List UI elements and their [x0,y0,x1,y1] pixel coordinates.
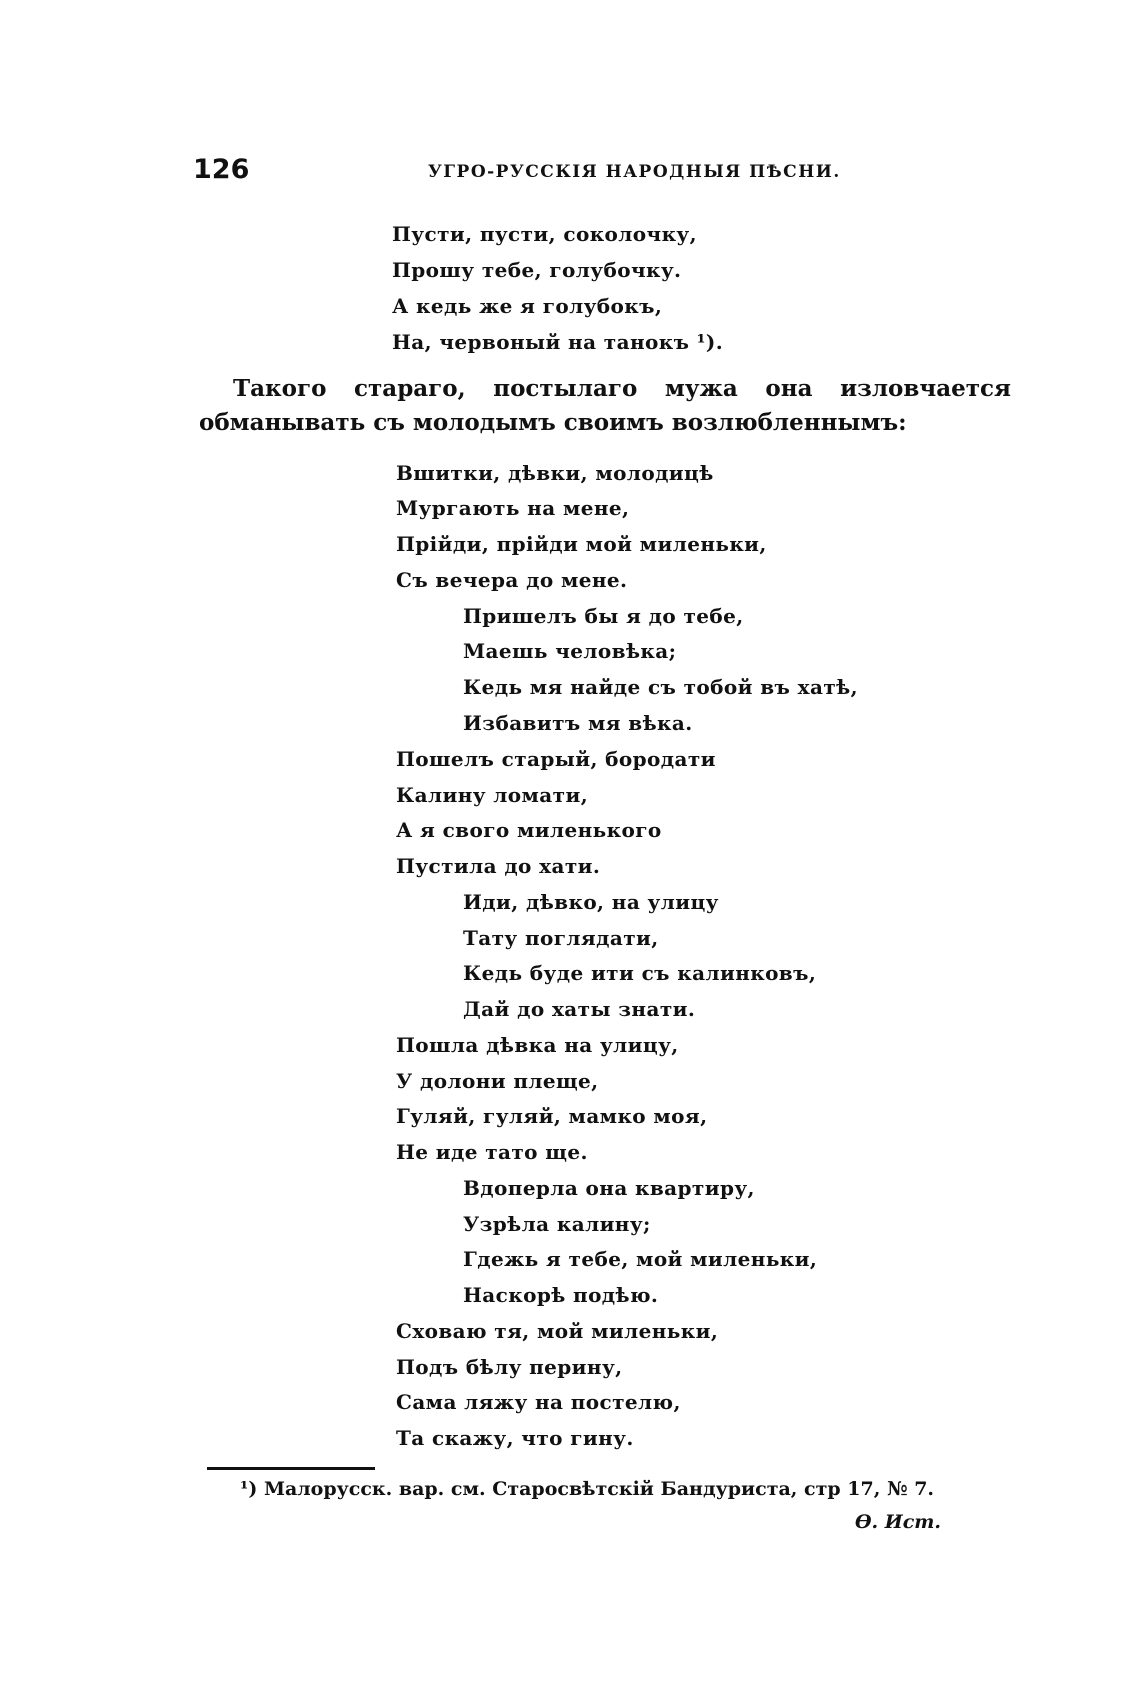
verse-line: На, червоный на танокъ ¹). [392,330,724,354]
verse-line: Сховаю тя, мой миленьки, [396,1319,719,1343]
footnote-text: Малорусск. вар. см. Старосвѣтскій Бандуриста, стр 17, № 7. [263,1478,935,1500]
verse-line: Пошелъ старый, бородати [396,747,716,771]
verse-line: Мургають на мене, [396,496,630,520]
verse-line: У долони плеще, [396,1069,599,1093]
verse-line-indented: Узрѣла калину; [463,1212,651,1236]
verse-line-indented: Маешь человѣка; [463,639,677,663]
footnote-marker: ¹) [240,1478,258,1500]
verse-line: Гуляй, гуляй, мамко моя, [396,1104,708,1128]
verse-line: Вшитки, дѣвки, молодицѣ [396,461,714,485]
verse-line: А кедь же я голубокъ, [392,294,663,318]
footnote [240,1478,934,1500]
verse-line: Не иде тато ще. [396,1140,588,1164]
verse-line-indented: Пришелъ бы я до тебе, [463,604,744,628]
verse-line: Сама ляжу на постелю, [396,1390,681,1414]
verse-line: Пустила до хати. [396,854,601,878]
verse-line-indented: Иди, дѣвко, на улицу [463,890,719,914]
page-number: 126 [193,154,250,185]
verse-line: Прошу тебе, голубочку. [392,258,682,282]
footnote-signature: Ѳ. Ист. [855,1511,942,1533]
verse-line-indented: Дай до хаты знати. [463,997,696,1021]
verse-line-indented: Избавитъ мя вѣка. [463,711,693,735]
verse-line-indented: Наскорѣ подѣю. [463,1283,659,1307]
verse-line: Прійди, прійди мой миленьки, [396,532,767,556]
prose-paragraph: Такого стараго, постылаго мужа она изловчается обманывать съ молодымъ своимъ возлюбленнымъ: [199,375,1011,436]
verse-line: Пусти, пусти, соколочку, [392,222,697,246]
verse-line: Съ вечера до мене. [396,568,628,592]
running-title: УГРО-РУССКІЯ НАРОДНЫЯ ПѢСНИ. [428,162,841,182]
verse-line-indented: Кедь мя найде съ тобой въ хатѣ, [463,675,858,699]
footnote-divider [207,1467,375,1470]
verse-line-indented: Тату поглядати, [463,926,659,950]
verse-line: Пошла дѣвка на улицу, [396,1033,679,1057]
verse-line: Калину ломати, [396,783,589,807]
verse-line-indented: Кедь буде ити съ калинковъ, [463,961,817,985]
verse-line: Подъ бѣлу перину, [396,1355,623,1379]
verse-line: А я свого миленького [396,818,662,842]
verse-line: Та скажу, что гину. [396,1426,634,1450]
verse-line-indented: Гдежь я тебе, мой миленьки, [463,1247,818,1271]
verse-line-indented: Вдоперла она квартиру, [463,1176,755,1200]
